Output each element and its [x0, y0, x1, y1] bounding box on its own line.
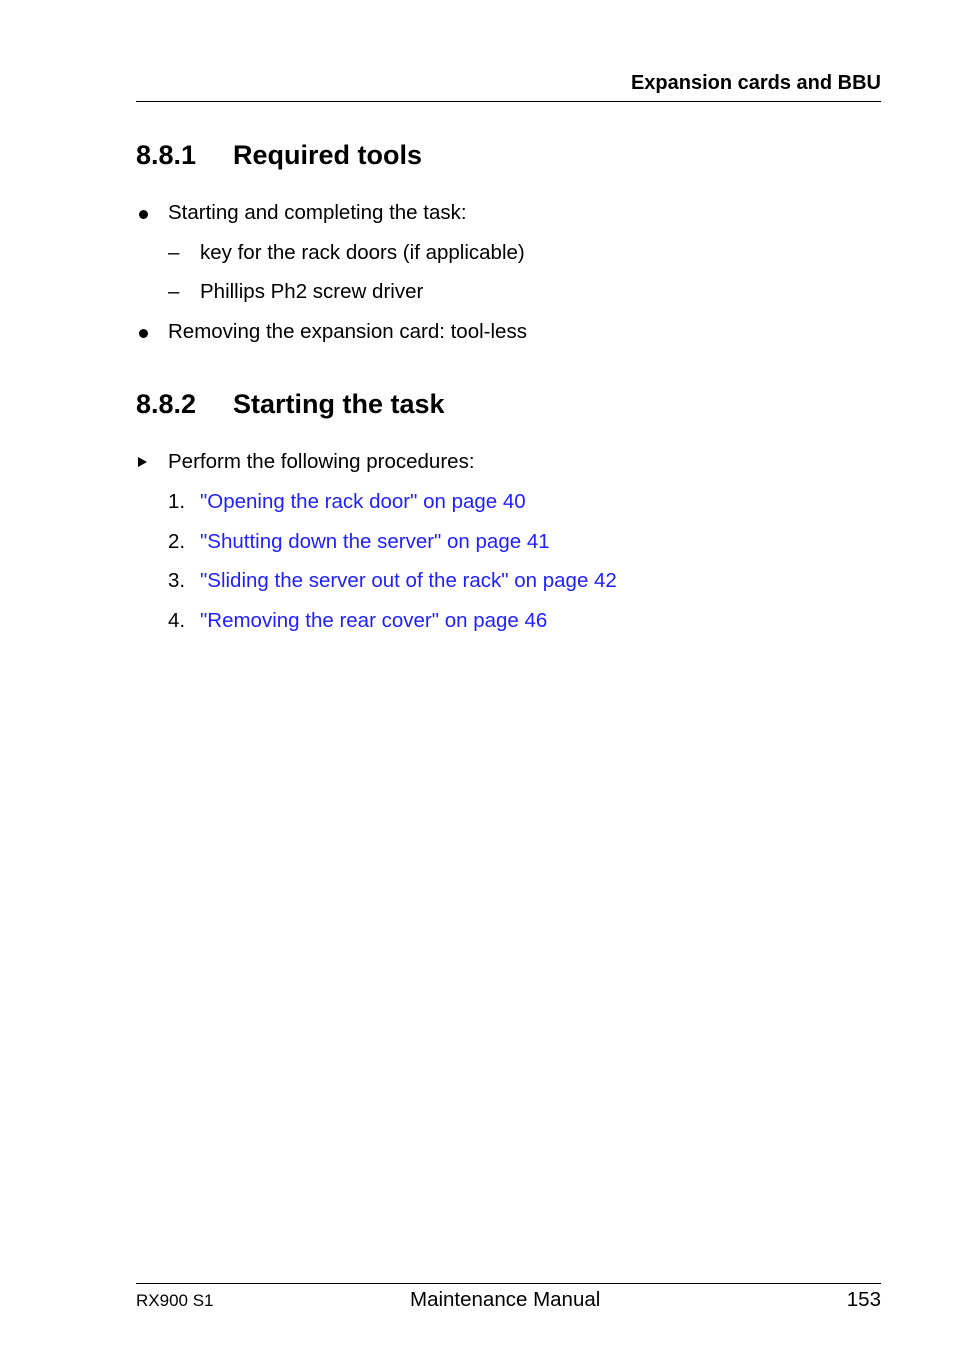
- section-heading-required-tools: [136, 140, 422, 171]
- section-title: Required tools: [233, 140, 423, 170]
- section-number: 8.8.2: [136, 389, 197, 419]
- step-number: 2.: [168, 530, 186, 553]
- step-link-opening-rack-door[interactable]: "Opening the rack door" on page 40: [200, 490, 526, 513]
- step-number: 4.: [168, 609, 186, 632]
- step-number: 3.: [168, 569, 186, 592]
- section-title: Starting the task: [233, 389, 445, 419]
- section-number: 8.8.1: [136, 140, 197, 170]
- page-number: 153: [846, 1288, 881, 1311]
- running-header: Expansion cards and BBU: [630, 72, 881, 94]
- bullet-text: Starting and completing the task:: [168, 201, 467, 224]
- section-heading-starting-the-task: [136, 389, 445, 420]
- footer-model: RX900 S1: [136, 1291, 214, 1310]
- subitem-text: Phillips Ph2 screw driver: [200, 280, 424, 303]
- dash-icon: –: [168, 241, 180, 264]
- dash-icon: –: [168, 280, 180, 303]
- footer-divider: [136, 1283, 881, 1284]
- header-divider: [136, 101, 881, 102]
- step-link-sliding-server-out[interactable]: "Sliding the server out of the rack" on page 42: [200, 569, 617, 592]
- bullet-text: Removing the expansion card: tool-less: [168, 320, 527, 343]
- instruction-text: Perform the following procedures:: [168, 450, 475, 473]
- step-link-shutting-down-server[interactable]: "Shutting down the server" on page 41: [200, 530, 550, 553]
- step-number: 1.: [168, 490, 186, 513]
- footer-manual-title: Maintenance Manual: [410, 1288, 601, 1311]
- subitem-text: key for the rack doors (if applicable): [200, 241, 525, 264]
- step-link-removing-rear-cover[interactable]: "Removing the rear cover" on page 46: [200, 609, 548, 632]
